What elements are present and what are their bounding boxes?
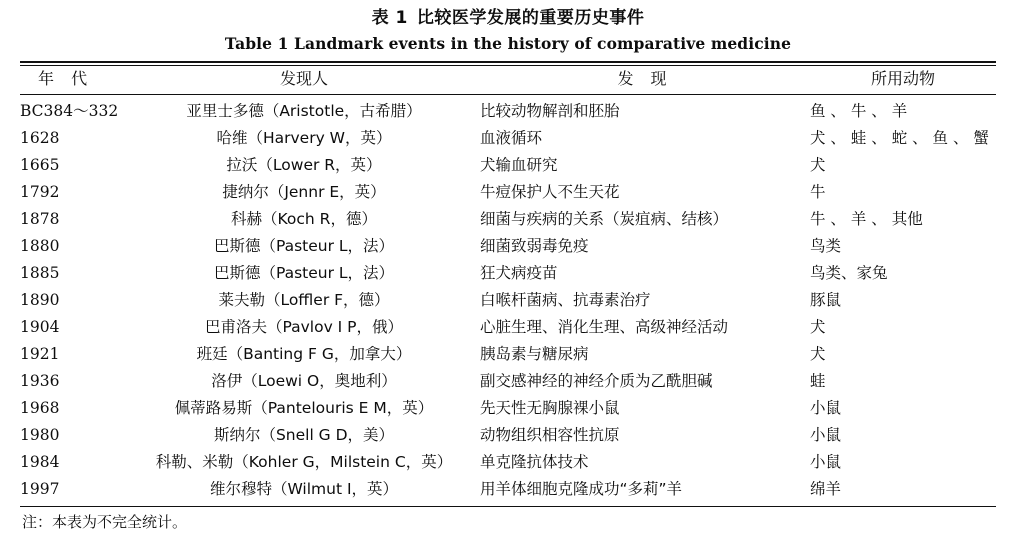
cell-animal: 犬: [810, 156, 826, 174]
cell-animal: 小鼠: [810, 399, 842, 417]
table-row: [20, 125, 996, 152]
cell-year: 1878: [20, 210, 60, 228]
cell-discoverer: 佩蒂路易斯（Pantelouris E M，英）: [174, 399, 434, 417]
table-body: [20, 95, 996, 506]
cell-discoverer: 捷纳尔（Jennr E，英）: [222, 183, 386, 201]
cell-year: 1665: [20, 156, 60, 174]
table-title-chinese: [0, 0, 1016, 30]
table-row: [20, 260, 996, 287]
cell-animal: 鸟类: [810, 237, 842, 255]
table-row: [20, 179, 996, 206]
landmark-events-table-body: [20, 95, 996, 506]
cell-discoverer: 斯纳尔（Snell G D，美）: [213, 426, 395, 444]
cell-discoverer: 莱夫勒（Loffler F，德）: [218, 291, 390, 309]
cell-discovery: 单克隆抗体技术: [480, 453, 589, 471]
cell-discovery: 白喉杆菌病、抗毒素治疗: [480, 291, 651, 309]
cell-year: 1904: [20, 318, 60, 336]
table-row: [20, 206, 996, 233]
cell-discoverer: 巴斯德（Pasteur L，法）: [213, 264, 395, 282]
cell-year: 1997: [20, 480, 60, 498]
cell-discoverer: 班廷（Banting F G，加拿大）: [196, 345, 412, 363]
table-footnote: 注：本表为不完全统计。: [22, 513, 188, 531]
landmark-events-table-wrapper: [20, 61, 996, 534]
column-header-year-label: 年 代: [38, 69, 94, 88]
table-title-chinese-text: 比较医学发展的重要历史事件: [416, 8, 645, 28]
table-row: [20, 314, 996, 341]
cell-discovery: 犬输血研究: [480, 156, 558, 174]
cell-discovery: 动物组织相容性抗原: [480, 426, 620, 444]
cell-discovery: 先天性无胸腺裸小鼠: [480, 399, 620, 417]
table-row: [20, 449, 996, 476]
cell-animal: 豚鼠: [810, 291, 842, 309]
cell-discoverer: 巴斯德（Pasteur L，法）: [213, 237, 395, 255]
cell-animal: 牛: [810, 183, 826, 201]
table-row: [20, 341, 996, 368]
cell-year: 1792: [20, 183, 60, 201]
table-row: [20, 395, 996, 422]
cell-discoverer: 拉沃（Lower R，英）: [226, 156, 382, 174]
cell-year: 1890: [20, 291, 60, 309]
cell-year: 1921: [20, 345, 60, 363]
cell-year: 1628: [20, 129, 60, 147]
column-header-discovery: [480, 66, 810, 94]
cell-year: 1984: [20, 453, 60, 471]
cell-animal: 蛙: [810, 372, 826, 390]
table-header-row: [20, 66, 996, 94]
cell-animal: 鱼 、 牛 、 羊: [810, 102, 908, 120]
cell-discovery: 胰岛素与糖尿病: [480, 345, 589, 363]
table-row: [20, 476, 996, 506]
cell-discovery: 心脏生理、消化生理、高级神经活动: [480, 318, 729, 336]
cell-discoverer: 科赫（Koch R，德）: [231, 210, 377, 228]
cell-discoverer: 亚里士多德（Aristotle，古希腊）: [186, 102, 422, 120]
column-header-discovery-label: 发 现: [617, 69, 673, 88]
table-number-chinese: 表 1: [371, 8, 408, 28]
landmark-events-table: [20, 66, 996, 94]
cell-animal: 小鼠: [810, 426, 842, 444]
cell-year: 1936: [20, 372, 60, 390]
table-row: [20, 422, 996, 449]
table-row: [20, 95, 996, 125]
cell-year: 1880: [20, 237, 60, 255]
cell-discoverer: 洛伊（Loewi O，奥地利）: [211, 372, 397, 390]
cell-discovery: 狂犬病疫苗: [480, 264, 558, 282]
cell-animal: 绵羊: [810, 480, 842, 498]
cell-animal: 犬: [810, 318, 826, 336]
column-header-animal: 所用动物: [870, 69, 935, 88]
table-row: [20, 152, 996, 179]
table-row: [20, 368, 996, 395]
cell-discovery: 副交感神经的神经介质为乙酰胆碱: [480, 372, 713, 390]
cell-animal: 鸟类、家兔: [810, 264, 888, 282]
cell-discovery: 比较动物解剖和胚胎: [480, 102, 620, 120]
column-header-discoverer: 发现人: [279, 69, 328, 88]
column-header-year: [20, 66, 128, 94]
cell-year: 1885: [20, 264, 60, 282]
cell-discovery: 血液循环: [480, 129, 543, 147]
cell-discovery: 细菌与疾病的关系（炭疽病、结核）: [480, 210, 729, 228]
cell-discoverer: 哈维（Harvery W，英）: [216, 129, 392, 147]
cell-year: 1968: [20, 399, 60, 417]
cell-discoverer: 维尔穆特（Wilmut I，英）: [209, 480, 399, 498]
cell-year: 1980: [20, 426, 60, 444]
cell-discoverer: 科勒、米勒（Kohler G，Milstein C，英）: [155, 453, 453, 471]
table-row: [20, 287, 996, 314]
cell-discovery: 牛痘保护人不生天花: [480, 183, 620, 201]
table-title-english: Table 1 Landmark events in the history of comparative medicine: [224, 34, 792, 53]
cell-year: BC384～332: [20, 102, 119, 120]
cell-discovery: 细菌致弱毒免疫: [480, 237, 589, 255]
table-header-group: [20, 66, 996, 94]
cell-animal: 犬: [810, 345, 826, 363]
cell-animal: 牛 、 羊 、 其他: [810, 210, 923, 228]
table-row: [20, 233, 996, 260]
cell-discoverer: 巴甫洛夫（Pavlov I P，俄）: [204, 318, 404, 336]
cell-animal: 小鼠: [810, 453, 842, 471]
cell-discovery: 用羊体细胞克隆成功“多莉”羊: [480, 480, 683, 498]
cell-animal: 犬 、 蛙 、 蛇 、 鱼 、 蟹: [810, 129, 989, 147]
